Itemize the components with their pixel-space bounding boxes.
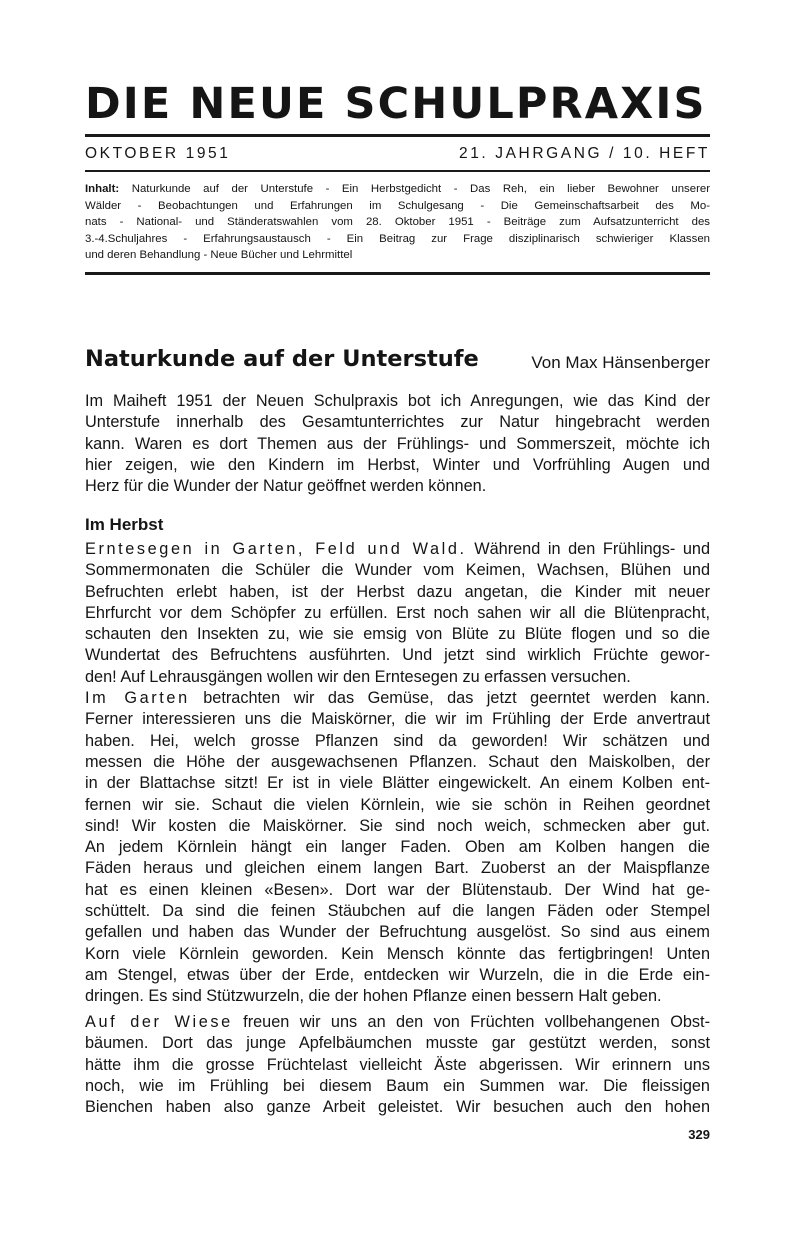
text-line: noch, wie im Frühling bei diesem Baum ein Summen war. Die fleissigen [85, 1076, 710, 1095]
text-line: Bienchen haben also ganze Arbeit geleistet. Wir besuchen auch den hohen [85, 1098, 710, 1117]
text-line: Im Garten betrachten wir das Gemüse, das jetzt geerntet werden kann. [85, 689, 710, 708]
issue-number: 21. JAHRGANG / 10. HEFT [458, 145, 710, 162]
article-header [85, 344, 710, 380]
spaced-lead: Auf der Wiese [85, 1013, 233, 1031]
text-line: An jedem Körnlein hängt ein langer Faden. Oben am Kolben hangen die [85, 838, 710, 857]
issue-month: OKTOBER 1951 [85, 145, 231, 162]
text-line: in der Blattachse sitzt! Er ist in viele Blätter eingewickelt. An einem Kolben ent- [85, 774, 710, 793]
contents-line: und deren Behandlung - Neue Bücher und Lehrmittel [85, 249, 353, 262]
article-author: Von Max Hänsenberger [531, 353, 710, 372]
table-of-contents [85, 181, 710, 264]
page-number: 329 [688, 1127, 710, 1142]
text-line: Korn viele Körnlein geworden. Kein Mensch könnte das fertigbringen! Unten [85, 944, 710, 963]
text-line: hätte ihm die grosse Früchtelast vielleicht Äste abgerissen. Wir erinnern uns [85, 1055, 710, 1074]
harvest-paragraph [85, 539, 710, 1008]
text-line: dringen. Es sind Stützwurzeln, die der hohen Pflanze einen bessern Halt geben. [85, 987, 662, 1006]
text-line: Auf der Wiese freuen wir uns an den von Früchten vollbehangenen Obst- [85, 1013, 710, 1031]
magazine-masthead: DIE NEUE SCHULPRAXIS [85, 79, 707, 129]
text-line: Erntesegen in Garten, Feld und Wald. Während in den Frühlings- und [85, 540, 711, 558]
text-line: Ferner interessieren uns die Maiskörner, die wir im Frühling der Erde anvertraut [85, 710, 710, 729]
section-heading: Im Herbst [85, 515, 164, 534]
text-line: Wundertat des Befruchtens ausführten. Und jetzt sind wirklich Früchte gewor- [85, 646, 710, 665]
text-line: Befruchten erlebt haben, ist der Herbst dazu angetan, die Kinder mit neuer [85, 582, 710, 601]
contents-line: Wälder - Beobachtungen und Erfahrungen im Schulgesang - Die Gemeinschaftsarbeit des Mo- [85, 199, 710, 212]
text-line: hat es einen kleinen «Besen». Dort war der Blütenstaub. Der Wind hat ge- [85, 880, 710, 899]
issue-dateline [85, 144, 710, 164]
meadow-paragraph [85, 1012, 710, 1118]
contents-line: 3.-4.Schuljahres - Erfahrungsaustausch - Ein Beitrag zur Frage disziplinarisch schwieriger Klassen [85, 232, 710, 245]
text-line: Fäden heraus und gleichen einem langen Bart. Zuoberst an der Maispflanze [85, 859, 710, 878]
masthead-rule [85, 134, 710, 137]
spaced-lead: Erntesegen in Garten, Feld und Wald. [85, 540, 467, 558]
text-line: schüttelt. Da sind die feinen Stäubchen auf die langen Fäden oder Stempel [85, 902, 710, 921]
text-line: gefallen und haben das Wunder der Befruchtung ausgelöst. So sind aus einem [85, 923, 710, 942]
text-line: sind! Wir kosten die Maiskörner. Sie sind noch weich, schmecken aber gut. [85, 816, 710, 835]
text-line: bäumen. Dort das junge Apfelbäumchen musste gar gestützt werden, sonst [85, 1034, 710, 1053]
contents-rule [85, 272, 710, 275]
text-line: schauten den Insekten zu, wie sie emsig von Blüte zu Blüte flogen und so die [85, 625, 710, 644]
contents-label: Inhalt: [85, 183, 120, 195]
contents-line: Inhalt: Naturkunde auf der Unterstufe - Ein Herbstgedicht - Das Reh, ein lieber Bewohner unserer [85, 183, 710, 195]
text-line: am Stengel, etwas über der Erde, entdecken wir Wurzeln, die in die Erde ein- [85, 965, 710, 984]
text-line: hier zeigen, wie den Kindern im Herbst, Winter und Vorfrühling Augen und [85, 455, 710, 474]
text-line: fernen wir sie. Schaut die vielen Körnlein, wie sie schön in Reihen geordnet [85, 795, 710, 814]
intro-paragraph [85, 391, 710, 497]
spaced-lead: Im Garten [85, 689, 190, 708]
contents-line: nats - National- und Ständeratswahlen vom 28. Oktober 1951 - Beiträge zum Aufsatzunterricht des [85, 216, 710, 229]
text-line: Im Maiheft 1951 der Neuen Schulpraxis bot ich Anregungen, wie das Kind der [85, 392, 710, 410]
text-line: Herz für die Wunder der Natur geöffnet werden können. [85, 477, 487, 496]
text-line: Unterstufe innerhalb des Gesamtunterrichtes zur Natur hingebracht werden [85, 413, 710, 432]
text-line: Sommermonaten die Schüler die Wunder vom Keimen, Wachsen, Blühen und [85, 561, 710, 580]
text-line: Ehrfurcht vor dem Schöpfer zu erfüllen. Erst noch sahen wir all die Blütenpracht, [85, 603, 710, 622]
text-line: messen die Höhe der ausgewachsenen Pflanzen. Schaut den Maiskolben, der [85, 752, 710, 771]
text-line: den! Auf Lehrausgängen wollen wir den Erntesegen zu erfassen versuchen. [85, 667, 631, 686]
text-line: haben. Hei, welch grosse Pflanzen sind da geworden! Wir schätzen und [85, 731, 710, 750]
article-title: Naturkunde auf der Unterstufe [85, 346, 479, 372]
text-line: kann. Waren es dort Themen aus der Frühlings- und Sommerszeit, möchte ich [85, 434, 710, 453]
dateline-rule [85, 170, 710, 172]
